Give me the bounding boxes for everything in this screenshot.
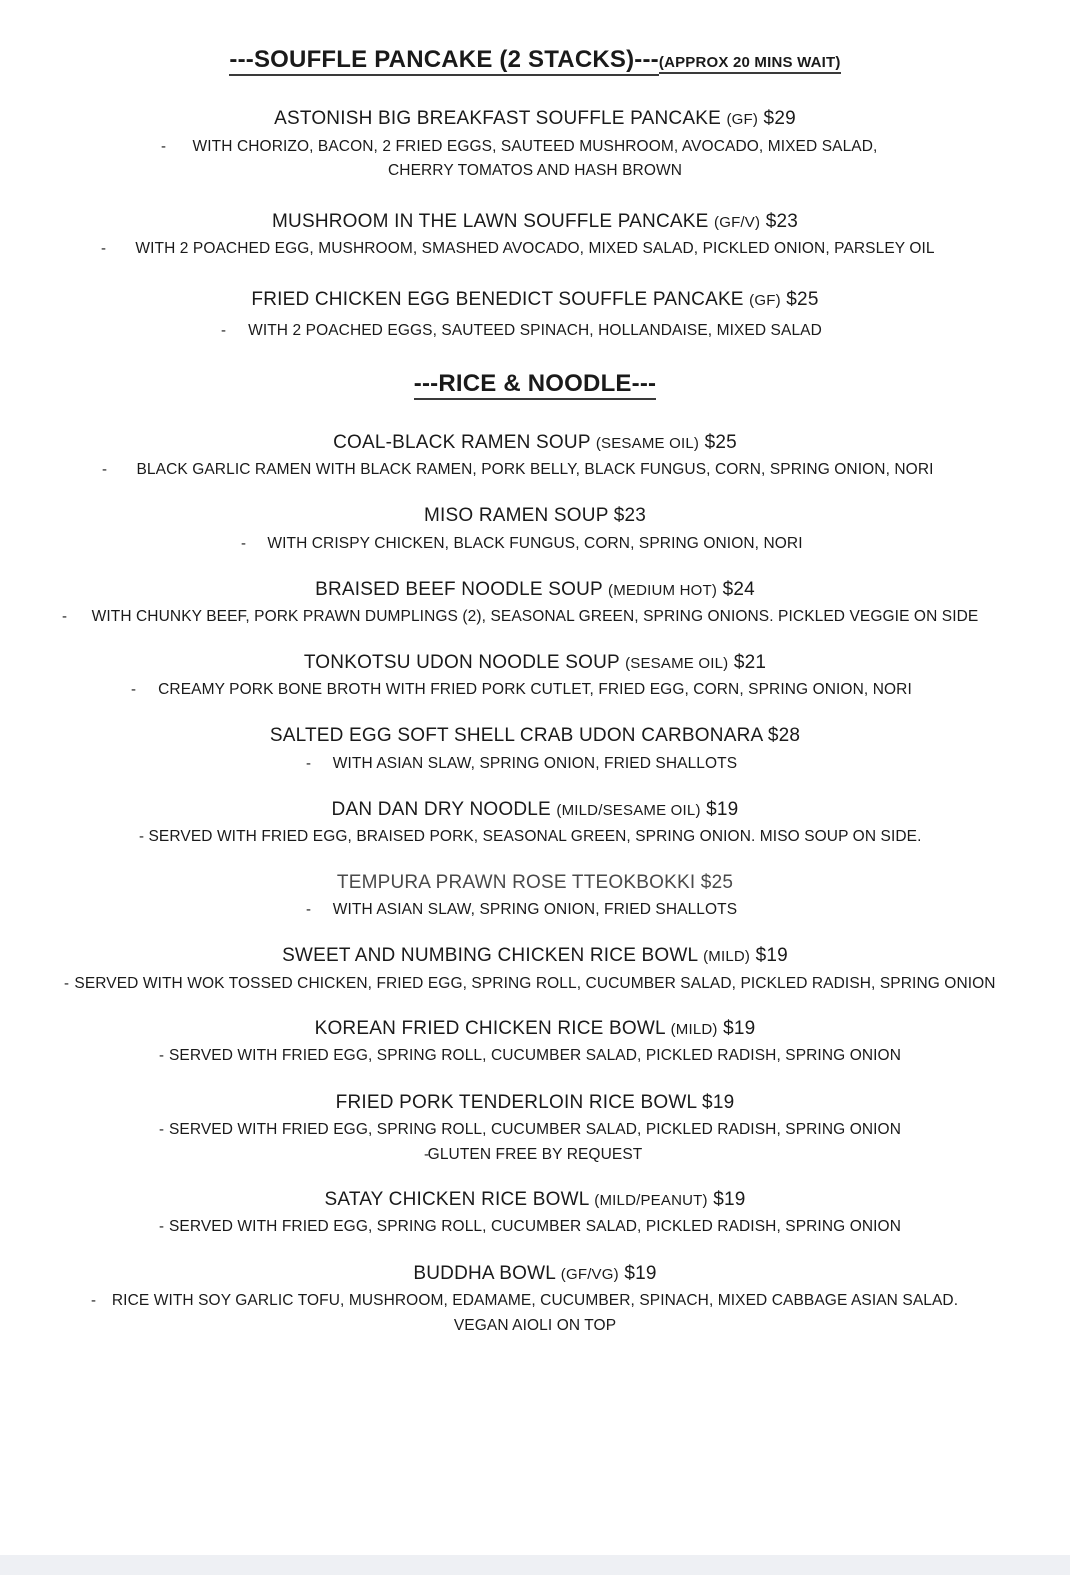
- item-price: $28: [767, 725, 801, 746]
- section-title-text: ---SOUFFLE PANCAKE (2 STACKS)---: [229, 46, 658, 76]
- item-tag: (MILD/SESAME OIL): [556, 802, 701, 819]
- menu-item-title: [0, 945, 1070, 967]
- item-tag: (GF/VG): [560, 1266, 619, 1283]
- menu-item-title: [0, 432, 1070, 454]
- item-name: SWEET AND NUMBING CHICKEN RICE BOWL: [282, 945, 698, 966]
- menu-item-title: [0, 725, 1070, 747]
- item-description: GLUTEN FREE BY REQUEST: [427, 1146, 643, 1163]
- item-description: WITH CHUNKY BEEF, PORK PRAWN DUMPLINGS (2), SEASONAL GREEN, SPRING ONIONS. PICKLED VEGGIE ON SIDE: [91, 608, 979, 625]
- bullet-dash: -: [159, 1121, 164, 1138]
- item-description: CREAMY PORK BONE BROTH WITH FRIED PORK CUTLET, FRIED EGG, CORN, SPRING ONION, NORI: [158, 681, 912, 698]
- bullet-dash: -: [159, 1218, 164, 1235]
- item-description: VEGAN AIOLI ON TOP: [453, 1317, 617, 1334]
- item-description: SERVED WITH FRIED EGG, BRAISED PORK, SEASONAL GREEN, SPRING ONION. MISO SOUP ON SIDE.: [148, 828, 922, 845]
- item-tag: (MILD/PEANUT): [594, 1192, 708, 1209]
- item-tag: (SESAME OIL): [625, 655, 729, 672]
- menu-item-title: [0, 579, 1070, 601]
- item-description: SERVED WITH FRIED EGG, SPRING ROLL, CUCUMBER SALAD, PICKLED RADISH, SPRING ONION: [168, 1218, 902, 1235]
- item-name: ASTONISH BIG BREAKFAST SOUFFLE PANCAKE: [274, 108, 721, 129]
- bullet-dash: -: [91, 1292, 96, 1309]
- menu-item-title: [0, 108, 1070, 130]
- item-tag: (MEDIUM HOT): [608, 582, 718, 599]
- item-description: SERVED WITH FRIED EGG, SPRING ROLL, CUCUMBER SALAD, PICKLED RADISH, SPRING ONION: [168, 1121, 902, 1138]
- menu-item-title: [0, 1263, 1070, 1285]
- item-description: WITH CRISPY CHICKEN, BLACK FUNGUS, CORN, SPRING ONION, NORI: [267, 535, 803, 552]
- item-description: SERVED WITH WOK TOSSED CHICKEN, FRIED EGG, SPRING ROLL, CUCUMBER SALAD, PICKLED RADISH, SPRING ONION: [74, 975, 996, 992]
- section-title-note: (APPROX 20 MINS WAIT): [659, 54, 841, 74]
- bullet-dash: -: [159, 1047, 164, 1064]
- item-price: $25: [786, 289, 819, 310]
- menu-item-title: [0, 1018, 1070, 1040]
- menu-item-title: [0, 872, 1070, 894]
- item-name: SATAY CHICKEN RICE BOWL: [324, 1189, 589, 1210]
- item-description: SERVED WITH FRIED EGG, SPRING ROLL, CUCUMBER SALAD, PICKLED RADISH, SPRING ONION: [168, 1047, 902, 1064]
- bullet-dash: -: [161, 138, 166, 155]
- item-name: BRAISED BEEF NOODLE SOUP: [315, 579, 603, 600]
- item-price: $25: [704, 432, 737, 453]
- bullet-dash: -: [306, 901, 311, 918]
- viewer-bottom-strip: [0, 1555, 1070, 1575]
- item-name: SALTED EGG SOFT SHELL CRAB UDON CARBONARA: [269, 725, 763, 746]
- item-tag: (SESAME OIL): [595, 435, 700, 452]
- section-title-souffle-pancake: [0, 46, 1070, 74]
- item-name: BUDDHA BOWL: [413, 1263, 556, 1284]
- item-description: BLACK GARLIC RAMEN WITH BLACK RAMEN, PORK BELLY, BLACK FUNGUS, CORN, SPRING ONION, NORI: [136, 461, 934, 478]
- item-description: WITH 2 POACHED EGG, MUSHROOM, SMASHED AVOCADO, MIXED SALAD, PICKLED ONION, PARSLEY OIL: [135, 240, 935, 257]
- section-title-rice-noodle: [0, 370, 1070, 398]
- menu-item-title: [0, 652, 1070, 674]
- item-description: WITH ASIAN SLAW, SPRING ONION, FRIED SHALLOTS: [332, 755, 738, 772]
- menu-item-title: [0, 1092, 1070, 1114]
- menu-item-title: [0, 1189, 1070, 1211]
- item-name: MISO RAMEN SOUP: [423, 505, 609, 526]
- item-tag: (MILD): [670, 1021, 718, 1038]
- menu-item-title: [0, 289, 1070, 311]
- item-description: WITH CHORIZO, BACON, 2 FRIED EGGS, SAUTEED MUSHROOM, AVOCADO, MIXED SALAD,: [192, 138, 878, 155]
- menu-item-title: [0, 799, 1070, 821]
- bullet-dash: -: [306, 755, 311, 772]
- item-tag: (GF): [749, 292, 781, 309]
- bullet-dash: -: [221, 322, 226, 339]
- item-tag: (GF/V): [714, 214, 761, 231]
- item-name: DAN DAN DRY NOODLE: [331, 799, 551, 820]
- item-price: $21: [733, 652, 767, 673]
- menu-item-title: [0, 211, 1070, 233]
- section-title-text: ---RICE & NOODLE---: [414, 370, 656, 400]
- item-name: MUSHROOM IN THE LAWN SOUFFLE PANCAKE: [272, 211, 709, 232]
- item-name: TONKOTSU UDON NOODLE SOUP: [303, 652, 620, 673]
- item-name: COAL-BLACK RAMEN SOUP: [333, 432, 591, 453]
- item-price: $23: [613, 505, 647, 526]
- item-price: $19: [624, 1263, 657, 1284]
- item-description: WITH 2 POACHED EGGS, SAUTEED SPINACH, HOLLANDAISE, MIXED SALAD: [248, 322, 822, 339]
- item-price: $29: [763, 108, 796, 129]
- bullet-dash: -: [424, 1146, 429, 1163]
- bullet-dash: -: [62, 608, 67, 625]
- bullet-dash: -: [102, 461, 107, 478]
- bullet-dash: -: [64, 975, 69, 992]
- bullet-dash: -: [139, 828, 144, 845]
- item-price: $23: [765, 211, 798, 232]
- bullet-dash: -: [101, 240, 106, 257]
- bullet-dash: -: [131, 681, 136, 698]
- item-price: $25: [700, 872, 734, 893]
- item-name: KOREAN FRIED CHICKEN RICE BOWL: [314, 1018, 666, 1039]
- item-description: WITH ASIAN SLAW, SPRING ONION, FRIED SHALLOTS: [332, 901, 738, 918]
- item-price: $24: [722, 579, 755, 600]
- item-price: $19: [706, 799, 739, 820]
- bullet-dash: -: [241, 535, 246, 552]
- menu-item-title: [0, 505, 1070, 527]
- item-name: FRIED CHICKEN EGG BENEDICT SOUFFLE PANCAKE: [251, 289, 744, 310]
- item-tag: (GF): [726, 111, 759, 128]
- item-price: $19: [755, 945, 788, 966]
- item-tag: (MILD): [703, 948, 751, 965]
- item-description: CHERRY TOMATOS AND HASH BROWN: [387, 162, 682, 179]
- item-name: FRIED PORK TENDERLOIN RICE BOWL: [335, 1092, 697, 1113]
- item-name: TEMPURA PRAWN ROSE TTEOKBOKKI: [336, 872, 696, 893]
- item-description: RICE WITH SOY GARLIC TOFU, MUSHROOM, EDAMAME, CUCUMBER, SPINACH, MIXED CABBAGE ASIAN SALAD.: [111, 1292, 959, 1309]
- item-price: $19: [702, 1092, 735, 1113]
- item-price: $19: [723, 1018, 756, 1039]
- item-price: $19: [713, 1189, 746, 1210]
